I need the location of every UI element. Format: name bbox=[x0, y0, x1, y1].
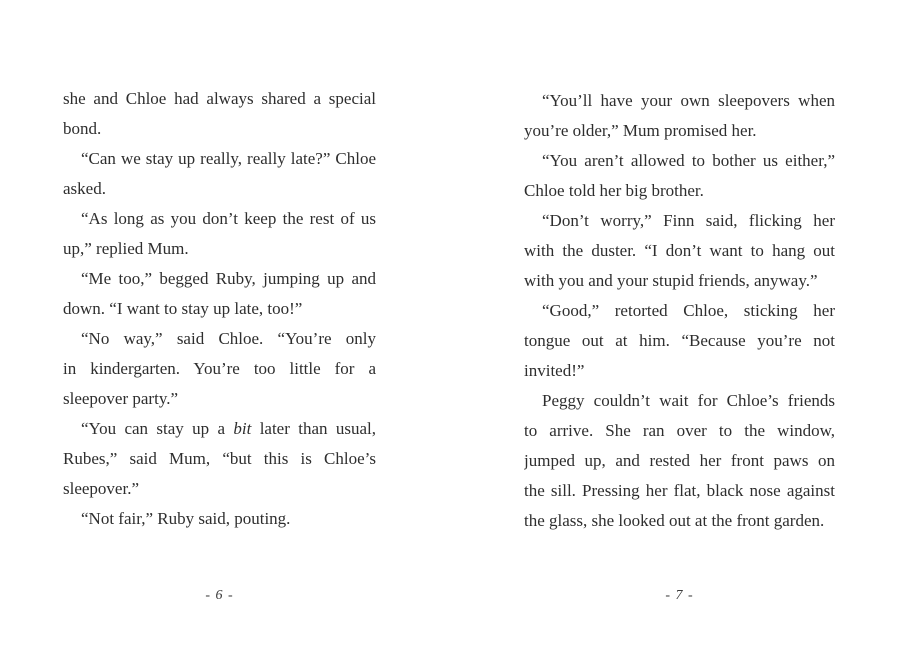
italic-text: bit bbox=[233, 419, 252, 438]
text-line: tongue out at him. “Because you’re not bbox=[524, 331, 835, 350]
book-page-right-text bbox=[524, 86, 835, 536]
text-line: you’re older,” Mum promised her. bbox=[524, 121, 757, 140]
text-line: up,” replied Mum. bbox=[63, 239, 189, 258]
page-number-right: - 7 - bbox=[665, 588, 694, 603]
text-line: sleepover.” bbox=[63, 479, 139, 498]
text-line: sleepover party.” bbox=[63, 389, 179, 408]
text-line: jumped up, and rested her front paws on bbox=[524, 451, 835, 470]
text-line: down. “I want to stay up late, too!” bbox=[63, 299, 303, 318]
text-line: invited!” bbox=[524, 361, 585, 380]
text-line: the sill. Pressing her flat, black nose against bbox=[524, 481, 835, 500]
text-line: “No way,” said Chloe. “You’re only bbox=[81, 329, 376, 348]
text-line: with you and your stupid friends, anyway.” bbox=[524, 271, 818, 290]
text-line: Chloe told her big brother. bbox=[524, 181, 704, 200]
text-line: asked. bbox=[63, 179, 106, 198]
text-line: she and Chloe had always shared a special bbox=[63, 89, 376, 108]
text-line: “You’ll have your own sleepovers when bbox=[542, 91, 835, 110]
text-segment: later than usual, bbox=[251, 419, 376, 438]
text-line: “Can we stay up really, really late?” Chloe bbox=[81, 149, 376, 168]
text-line: “Me too,” begged Ruby, jumping up and bbox=[81, 269, 376, 288]
text-line: “As long as you don’t keep the rest of us bbox=[81, 209, 376, 228]
book-page-left-text bbox=[63, 84, 376, 534]
text-line bbox=[63, 414, 376, 444]
text-line: “You aren’t allowed to bother us either,” bbox=[542, 151, 835, 170]
page-number-left: - 6 - bbox=[205, 588, 234, 603]
text-line: the glass, she looked out at the front garden. bbox=[524, 511, 825, 530]
text-line: with the duster. “I don’t want to hang out bbox=[524, 241, 835, 260]
text-line: in kindergarten. You’re too little for a bbox=[63, 359, 376, 378]
text-line: Peggy couldn’t wait for Chloe’s friends bbox=[542, 391, 835, 410]
text-line: “Not fair,” Ruby said, pouting. bbox=[81, 509, 291, 528]
text-line: “Don’t worry,” Finn said, flicking her bbox=[542, 211, 835, 230]
text-line: Rubes,” said Mum, “but this is Chloe’s bbox=[63, 449, 376, 468]
text-line: bond. bbox=[63, 119, 102, 138]
text-line: “Good,” retorted Chloe, sticking her bbox=[542, 301, 835, 320]
text-segment: “You can stay up a bbox=[81, 419, 234, 438]
text-line: to arrive. She ran over to the window, bbox=[524, 421, 835, 440]
